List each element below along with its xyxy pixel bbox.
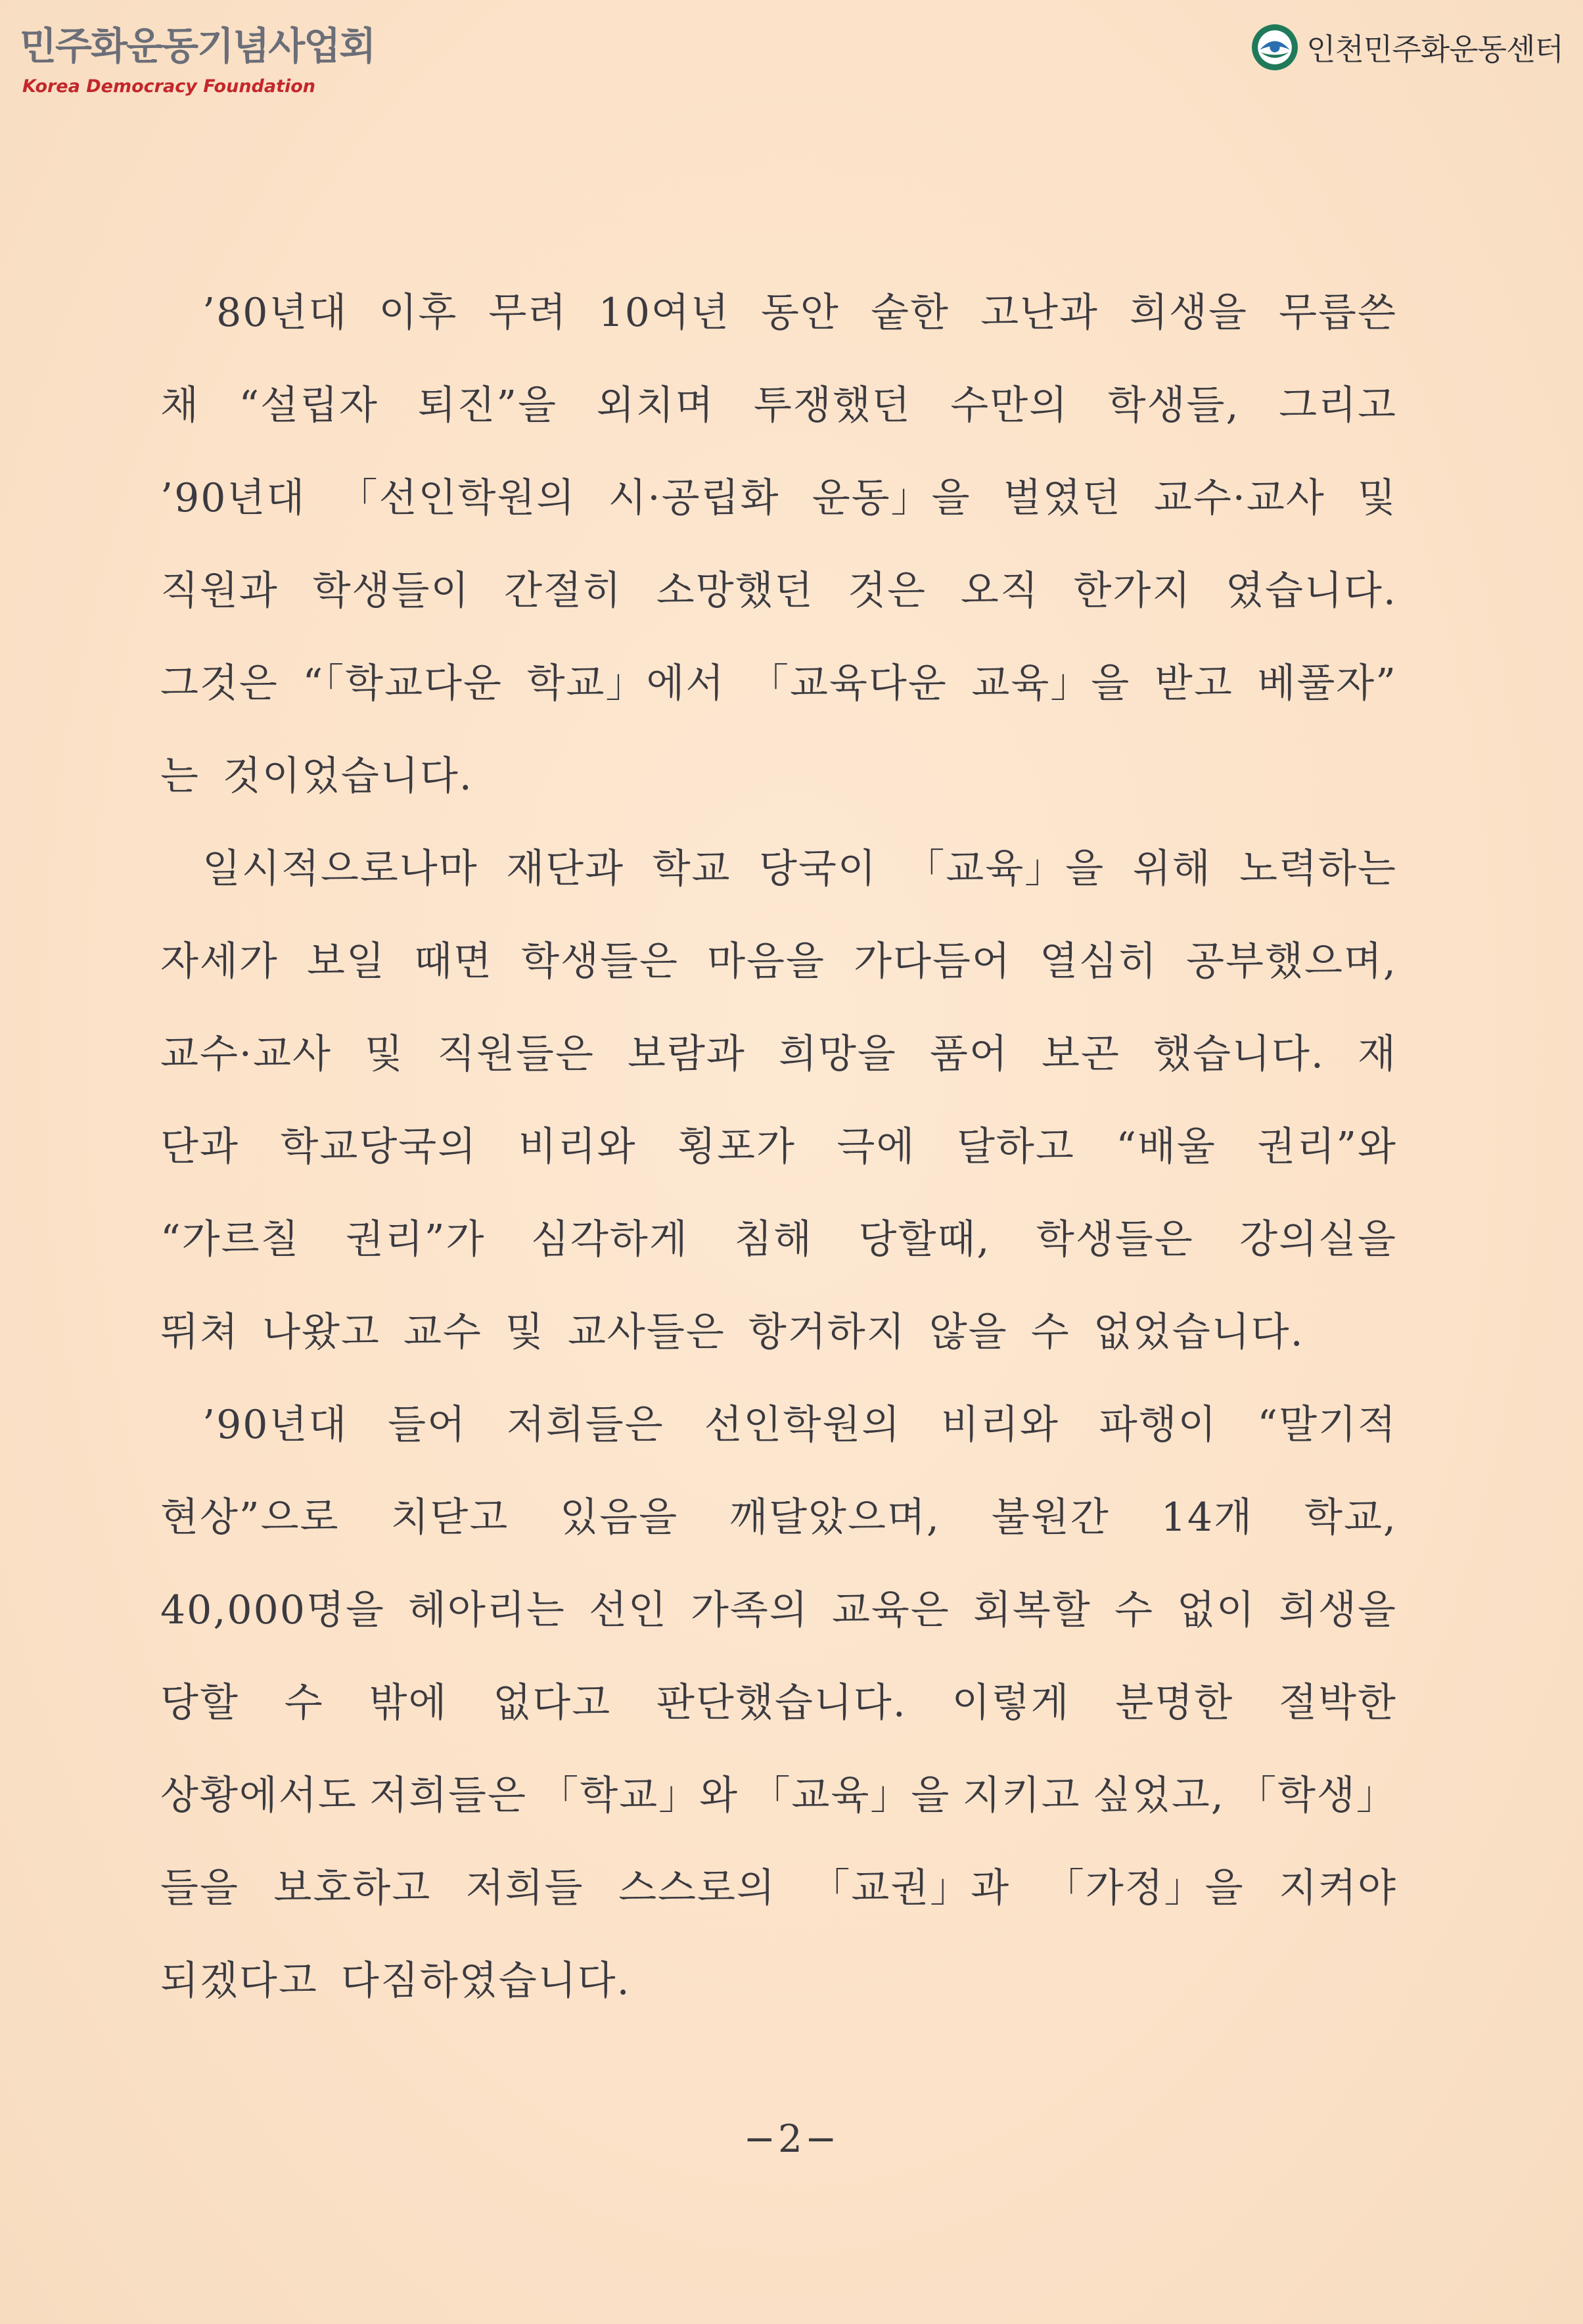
word: 「가정」을	[1044, 1865, 1245, 1911]
word: 것은	[848, 568, 927, 614]
word: 학생들,	[1107, 383, 1240, 429]
word: 교수·교사	[1153, 475, 1325, 521]
text-line	[160, 655, 1397, 748]
word: 마음을	[707, 939, 825, 985]
word: 횡포가	[677, 1124, 796, 1170]
word: 였습니다.	[1226, 568, 1397, 614]
text-line	[160, 1767, 1397, 1860]
kdf-logo	[20, 20, 375, 105]
word: 학교	[652, 846, 731, 892]
word: 수	[1114, 1587, 1154, 1633]
text-line	[160, 1582, 1397, 1675]
word: 시·공립화	[608, 475, 780, 521]
word: 수만의	[950, 383, 1069, 429]
body-text	[160, 285, 1397, 2045]
word: 운동」을	[812, 475, 971, 521]
word: 투쟁했던	[753, 383, 911, 429]
word: 「교권」과	[810, 1865, 1011, 1911]
word: 지켜야	[1279, 1865, 1397, 1911]
word: “설립자	[239, 383, 379, 429]
word: 보일	[307, 939, 386, 985]
word: 열심히	[1040, 939, 1158, 985]
word: 했습니다.	[1153, 1031, 1325, 1077]
word: 「학생」	[1237, 1773, 1397, 1819]
word: 현상”으로	[160, 1495, 340, 1541]
word: 치닫고	[390, 1495, 509, 1541]
word: 받고	[1154, 661, 1233, 707]
word: 보호하고	[273, 1865, 432, 1911]
org-english-name: Korea Democracy Foundation	[22, 76, 316, 97]
word: 베풀자”	[1257, 661, 1397, 707]
page-number: −2−	[743, 2116, 840, 2161]
word: 없다고	[493, 1680, 612, 1726]
incheon-center-logo	[1250, 21, 1563, 74]
word: 헤아리는	[407, 1587, 566, 1633]
word: 직원과	[160, 568, 279, 614]
word: 학교당국의	[280, 1124, 478, 1170]
word: 「교육다운	[748, 661, 948, 707]
word: 보람과	[628, 1031, 746, 1077]
word: 보곤	[1042, 1031, 1120, 1077]
word: 지키고	[962, 1773, 1081, 1819]
word: 당국이	[759, 846, 877, 892]
word: 재	[1358, 1031, 1397, 1077]
word: “말기적	[1257, 1402, 1397, 1448]
word: 극에	[837, 1124, 916, 1170]
text-line	[160, 1675, 1397, 1767]
word: ’90년대	[202, 1402, 348, 1448]
word: 들어	[388, 1402, 467, 1448]
text-line: 되겠다고 다짐하였습니다.	[160, 1958, 631, 2004]
word: 이후	[379, 290, 458, 336]
word: 오직	[960, 568, 1040, 614]
word: “가르칠	[160, 1217, 300, 1263]
word: 파행이	[1099, 1402, 1218, 1448]
text-line	[160, 563, 1397, 655]
word: 그것은	[160, 661, 279, 707]
word: 「선인학원의	[338, 475, 576, 521]
word: 선인	[588, 1587, 668, 1633]
word: 「교육」을	[750, 1773, 951, 1819]
text-line	[160, 285, 1397, 377]
word: 무릅쓴	[1279, 290, 1397, 336]
word: 침해	[734, 1217, 814, 1263]
word: 권리”와	[1257, 1124, 1397, 1170]
word: 40,000명을	[160, 1587, 385, 1633]
text-line	[160, 933, 1397, 1026]
word: 공부했으며,	[1186, 939, 1397, 985]
word: 비리와	[518, 1124, 637, 1170]
word: 들을	[160, 1865, 239, 1911]
word: 및	[1358, 475, 1397, 521]
word: ’80년대	[202, 290, 348, 336]
word: 퇴진”을	[417, 383, 558, 429]
word: 무려	[488, 290, 568, 336]
word: 및	[365, 1031, 404, 1077]
word: 싶었고,	[1092, 1773, 1225, 1819]
word: 「학교」와	[539, 1773, 739, 1819]
word: 절박한	[1279, 1680, 1397, 1726]
word: 자세가	[160, 939, 279, 985]
text-line	[160, 1211, 1397, 1304]
word: “「학교다운	[302, 661, 503, 707]
text-line	[160, 470, 1397, 563]
word: 가족의	[690, 1587, 809, 1633]
word: 가다듬어	[854, 939, 1011, 985]
word: 있음을	[560, 1495, 679, 1541]
word: 희망을	[779, 1031, 897, 1077]
word: 당할때,	[858, 1217, 991, 1263]
word: 불원간	[991, 1495, 1110, 1541]
word: 「교육」을	[905, 846, 1105, 892]
word: 품어	[929, 1031, 1009, 1077]
word: 학생들이	[312, 568, 470, 614]
text-line	[160, 377, 1397, 470]
word: 노력하는	[1239, 846, 1397, 892]
word: 교육은	[831, 1587, 950, 1633]
word: 학교」에서	[526, 661, 725, 707]
word: 수	[284, 1680, 324, 1726]
text-line	[160, 1489, 1397, 1582]
word: 그리고	[1279, 383, 1397, 429]
word: 비리와	[941, 1402, 1059, 1448]
word: 저희들	[465, 1865, 584, 1911]
word: 간절히	[504, 568, 622, 614]
word: 없이	[1177, 1587, 1256, 1633]
text-line	[160, 841, 1397, 933]
word: 직원들은	[437, 1031, 595, 1077]
word: 분명한	[1115, 1680, 1234, 1726]
word: 저희들은	[369, 1773, 527, 1819]
org-korean-name: 민주화운동기념사업회	[20, 24, 375, 68]
text-line	[160, 1860, 1397, 1953]
word: 판단했습니다.	[656, 1680, 907, 1726]
word: 깨달았으며,	[729, 1495, 940, 1541]
word: 스스로의	[618, 1865, 776, 1911]
word: 재단과	[506, 846, 625, 892]
text-line: 뛰쳐 나왔고 교수 및 교사들은 항거하지 않을 수 없었습니다.	[160, 1309, 1304, 1355]
word: 일시적으로나마	[202, 846, 478, 892]
word: 달하고	[956, 1124, 1075, 1170]
word: 교육」을	[971, 661, 1131, 707]
word: 때면	[414, 939, 493, 985]
word: 회복할	[973, 1587, 1091, 1633]
word: 희생을	[1279, 1587, 1397, 1633]
word: 심각하게	[530, 1217, 689, 1263]
word: 교수·교사	[160, 1031, 332, 1077]
word: 벌였던	[1003, 475, 1122, 521]
word: ’90년대	[160, 475, 306, 521]
word: 단과	[160, 1124, 239, 1170]
word: 소망했던	[656, 568, 814, 614]
word: 선인학원의	[704, 1402, 902, 1448]
word: 외치며	[596, 383, 715, 429]
word: 저희들은	[506, 1402, 664, 1448]
word: 학생들은	[521, 939, 679, 985]
word: 고난과	[980, 290, 1099, 336]
word: 14개	[1160, 1495, 1254, 1541]
word: 이렇게	[952, 1680, 1070, 1726]
word: 10여년	[598, 290, 730, 336]
word: 학교,	[1304, 1495, 1397, 1541]
word: 채	[160, 383, 200, 429]
circular-logo-icon	[1250, 22, 1300, 72]
center-name: 인천민주화운동센터	[1306, 32, 1563, 67]
word: 숱한	[871, 290, 950, 336]
word: 위해	[1132, 846, 1212, 892]
word: 상황에서도	[160, 1773, 357, 1819]
text-line	[160, 1119, 1397, 1211]
word: 권리”가	[345, 1217, 486, 1263]
word: 희생을	[1130, 290, 1248, 336]
text-line	[160, 1026, 1397, 1119]
word: 강의실을	[1239, 1217, 1397, 1263]
word: 한가지	[1073, 568, 1192, 614]
word: 당할	[160, 1680, 239, 1726]
word: 동안	[760, 290, 840, 336]
text-line	[160, 1397, 1397, 1489]
word: “배울	[1116, 1124, 1216, 1170]
text-line: 는 것이었습니다.	[160, 753, 473, 799]
word: 학생들은	[1036, 1217, 1194, 1263]
word: 밖에	[369, 1680, 448, 1726]
